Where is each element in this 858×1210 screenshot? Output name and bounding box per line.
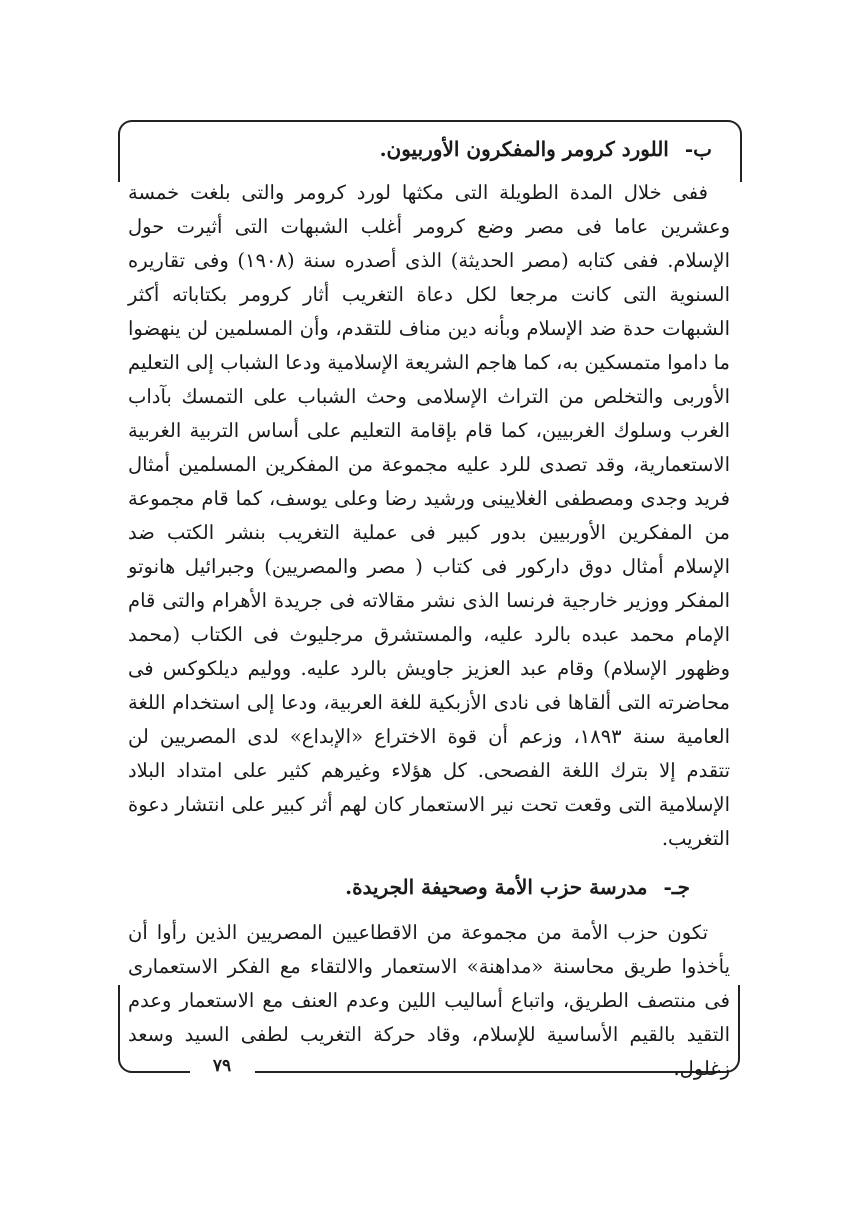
section-title-c: مدرسة حزب الأمة وصحيفة الجريدة.: [345, 875, 648, 899]
section-letter-b: ب-: [684, 137, 712, 161]
section-letter-c: جـ-: [663, 875, 690, 899]
section-title-b: اللورد كرومر والمفكرون الأوربيون.: [379, 137, 669, 161]
section-heading-c: [128, 870, 730, 904]
page-content: [128, 132, 730, 1086]
page-number: ٧٩: [196, 1056, 248, 1076]
paragraph-umma-party: تكون حزب الأمة من مجموعة من الاقطاعيين المصريين الذين رأوا أن يأخذوا طريق محاسنة «مداهنة» الاستعمار والالتقاء مع الفكر الاستعمارى فى منتصف الطريق، واتباع أساليب اللين وعدم العنف مع الاستعمار وعدم التقيد بالقيم الأساسية للإسلام، وقاد حركة التغريب لطفى السيد وسعد زغلول.: [128, 921, 730, 1080]
section-heading-b: [128, 132, 730, 166]
paragraph-cromer: ففى خلال المدة الطويلة التى مكثها لورد كرومر والتى بلغت خمسة وعشرين عاما فى مصر وضع كرومر أغلب الشبهات التى أثيرت حول الإسلام. ففى كتابه (مصر الحديثة) الذى أصدره سنة (١٩٠٨) وفى تقاريره السنوية التى كانت مرجعا لكل دعاة التغريب أثار كرومر بكتاباته أكثر الشبهات حدة ضد الإسلام وبأنه دين مناف للتقدم، وأن المسلمين لن ينهضوا ما داموا متمسكين به، كما هاجم الشريعة الإسلامية ودعا الشباب إلى التعليم الأوربى والتخلص من التراث الإسلامى وحث الشباب على التمسك بآداب الغرب وسلوك الغربيين، كما قام بإقامة التعليم على أساس التربية الغربية الاستعمارية، وقد تصدى للرد عليه مجموعة من المفكرين المسلمين أمثال فريد وجدى ومصطفى الغلايينى ورشيد رضا وعلى يوسف، كما قام مجموعة من المفكرين الأوربيين بدور كبير فى عملية التغريب بنشر الكتب ضد الإسلام أمثال دوق داركور فى كتاب ( مصر والمصريين) وجبرائيل هانوتو المفكر ووزير خارجية فرنسا الذى نشر مقالاته فى جريدة الأهرام والتى قام الإمام محمد عبده بالرد عليه، والمستشرق مرجليوث فى الكتاب (محمد وظهور الإسلام) وقام عبد العزيز جاويش بالرد عليه. ووليم ديلكوكس فى محاضرته التى ألقاها فى نادى الأزبكية للغة العربية، ودعا إلى استخدام اللغة العامية سنة ١٨٩٣، وزعم أن قوة الاختراع «الإبداع» لدى المصريين لن تتقدم إلا بترك اللغة الفصحى. كل هؤلاء وغيرهم كثير على امتداد البلاد الإسلامية التى وقعت تحت نير الاستعمار كان لهم أثر كبير على انتشار دعوة التغريب.: [128, 181, 730, 850]
